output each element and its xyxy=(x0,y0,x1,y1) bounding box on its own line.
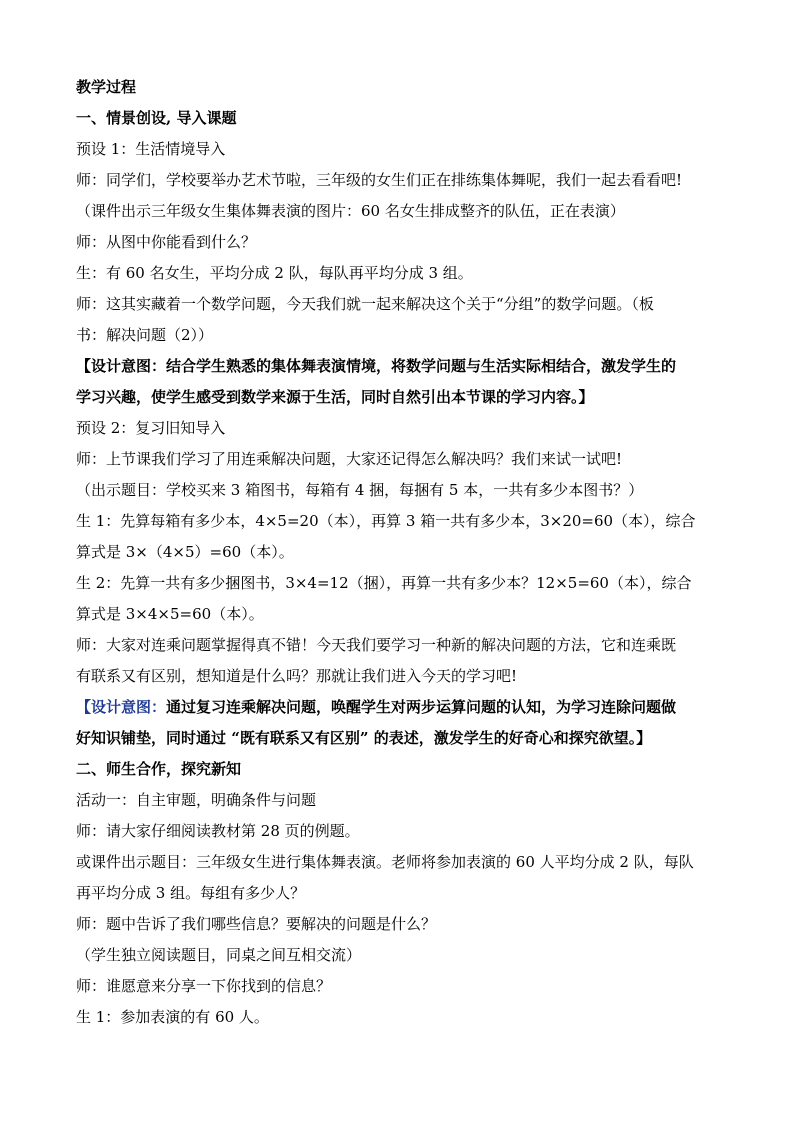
paragraph: 师：题中告诉了我们哪些信息？要解决的问题是什么？ xyxy=(76,915,437,933)
design-intent-2 xyxy=(76,692,726,723)
paragraph: 师：从图中你能看到什么？ xyxy=(76,233,257,251)
paragraph: 生 2：先算一共有多少捆图书，3×4=12（捆），再算一共有多少本？12×5=60（本），综合 xyxy=(76,574,692,592)
paragraph: （课件出示三年级女生集体舞表演的图片：60 名女生排成整齐的队伍，正在表演） xyxy=(76,202,625,220)
design-intent-text: 通过复习连乘解决问题，唤醒学生对两步运算问题的认知，为学习连除问题做 xyxy=(166,698,677,716)
preset-1-title: 预设 1：生活情境导入 xyxy=(76,140,226,158)
paragraph: 师：谁愿意来分享一下你找到的信息？ xyxy=(76,977,332,995)
section-1-title: 一、情景创设, 导入课题 xyxy=(76,109,237,127)
paragraph: 生：有 60 名女生，平均分成 2 队，每队再平均分成 3 组。 xyxy=(76,264,473,282)
paragraph: 师：大家对连乘问题掌握得真不错！今天我们要学习一种新的解决问题的方法，它和连乘既 xyxy=(76,636,677,654)
design-intent-2: 好知识铺垫，同时通过 “既有联系又有区别” 的表述，激发学生的好奇心和探究欲望。】 xyxy=(76,729,652,747)
paragraph: 师：请大家仔细阅读教材第 28 页的例题。 xyxy=(76,822,360,840)
paragraph: 师：这其实藏着一个数学问题，今天我们就一起来解决这个关于“分组”的数学问题。（板 xyxy=(76,295,654,313)
document-heading: 教学过程 xyxy=(76,78,137,96)
paragraph: 算式是 3×4×5=60（本）。 xyxy=(76,605,264,623)
paragraph: 师：上节课我们学习了用连乘解决问题，大家还记得怎么解决吗？我们来试一试吧! xyxy=(76,450,623,468)
document-page xyxy=(76,72,726,1033)
paragraph: 有联系又有区别，想知道是什么吗？那就让我们进入今天的学习吧! xyxy=(76,667,518,685)
preset-2-title: 预设 2：复习旧知导入 xyxy=(76,419,226,437)
design-intent-1: 【设计意图：结合学生熟悉的集体舞表演情境，将数学问题与生活实际相结合，激发学生的 xyxy=(76,357,677,375)
paragraph: 再平均分成 3 组。每组有多少人？ xyxy=(76,884,306,902)
paragraph: 生 1：先算每箱有多少本，4×5=20（本），再算 3 箱一共有多少本，3×20=60（本），综合 xyxy=(76,512,696,530)
paragraph: 算式是 3×（4×5）=60（本）。 xyxy=(76,543,294,561)
paragraph: 生 1：参加表演的有 60 人。 xyxy=(76,1008,269,1026)
section-2-title: 二、师生合作，探究新知 xyxy=(76,760,242,778)
paragraph: 师：同学们，学校要举办艺术节啦，三年级的女生们正在排练集体舞呢，我们一起去看看吧! xyxy=(76,171,683,189)
design-intent-label: 【设计意图： xyxy=(76,698,167,716)
design-intent-1: 学习兴趣，使学生感受到数学来源于生活，同时自然引出本节课的学习内容。】 xyxy=(76,388,594,406)
paragraph: （出示题目：学校买来 3 箱图书，每箱有 4 捆，每捆有 5 本，一共有多少本图书？） xyxy=(76,481,644,499)
paragraph: 书：解决问题（2）） xyxy=(76,326,214,344)
paragraph: 或课件出示题目：三年级女生进行集体舞表演。老师将参加表演的 60 人平均分成 2 队，每队 xyxy=(76,853,694,871)
activity-1-title: 活动一：自主审题，明确条件与问题 xyxy=(76,791,317,809)
paragraph: （学生独立阅读题目，同桌之间互相交流） xyxy=(76,946,362,964)
